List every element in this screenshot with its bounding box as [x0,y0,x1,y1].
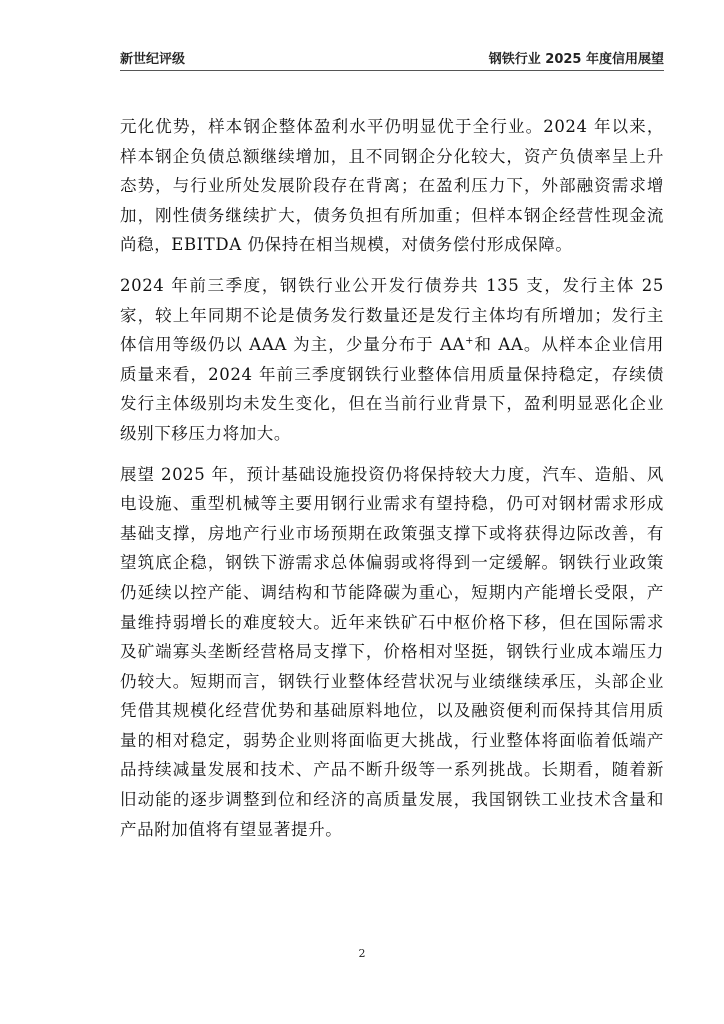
body-text [120,112,664,855]
paragraph-1: 元化优势，样本钢企整体盈利水平仍明显优于全行业。2024 年以来，样本钢企负债总额继续增加，且不同钢企分化较大，资产负债率呈上升态势，与行业所处发展阶段存在背离；在盈利压力下，外部融资需求增加，刚性债务继续扩大，债务负担有所加重；但样本钢企经营性现金流尚稳，EBITDA 仍保持在相当规模，对债务偿付形成保障。 [120,117,664,255]
paragraph-2-text-b: 和 AA。从样本企业信用质量来看，2024 年前三季度钢铁行业整体信用质量保持稳定，存续债发行主体级别均未发生变化，但在当前行业背景下，盈利明显恶化企业级别下移压力将加大。 [120,335,664,443]
paragraph-3: 展望 2025 年，预计基础设施投资仍将保持较大力度，汽车、造船、风电设施、重型机械等主要用钢行业需求有望持稳，仍可对钢材需求形成基础支撑，房地产行业市场预期在政策强支撑下或将获得边际改善，有望筑底企稳，钢铁下游需求总体偏弱或将得到一定缓解。钢铁行业政策仍延续以控产能、调结构和节能降碳为重心，短期内产能增长受限，产量维持弱增长的难度较大。近年来铁矿石中枢价格下移，但在国际需求及矿端寡头垄断经营格局支撑下，价格相对坚挺，钢铁行业成本端压力仍较大。短期而言，钢铁行业整体经营状况与业绩继续承压，头部企业凭借其规模化经营优势和基础原料地位，以及融资便利而保持其信用质量的相对稳定，弱势企业则将面临更大挑战，行业整体将面临着低端产品持续减量发展和技术、产品不断升级等一系列挑战。长期看，随着新旧动能的逐步调整到位和经济的高质量发展，我国钢铁工业技术含量和产品附加值将有望显著提升。 [120,464,664,839]
header-divider [120,70,664,71]
rating-plus-superscript: + [465,335,475,347]
paragraph-2 [120,271,664,449]
page-header [120,48,664,70]
paragraph-2-text-a: 2024 年前三季度，钢铁行业公开发行债券共 135 支，发行主体 25 家，较上年同期不论是债务发行数量还是发行主体均有所增加；发行主体信用等级仍以 AAA 为主，少量分布于 AA [120,275,664,355]
header-org-name: 新世纪评级 [120,52,186,67]
header-report-title: 钢铁行业 2025 年度信用展望 [488,52,664,67]
page-number: 2 [358,947,366,960]
